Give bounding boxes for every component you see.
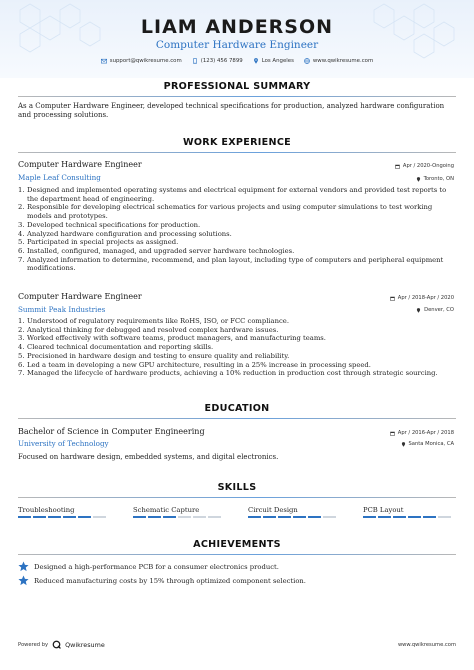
skill-level-segment — [293, 516, 306, 518]
skill-level-segment — [278, 516, 291, 518]
job-title: Computer Hardware Engineer — [18, 292, 142, 301]
list-item: 4. Analyzed hardware configuration and processing solutions. — [18, 229, 232, 238]
skill-item — [363, 506, 454, 518]
contact-phone[interactable] — [192, 58, 243, 64]
list-item: 7. Managed the lifecycle of hardware products, achieving a 10% reduction in production cost through strategic sourcing. — [18, 369, 438, 378]
job-location-text: Toronto, ON — [423, 176, 454, 182]
list-item: 2. Analytical thinking for debugged and resolved complex hardware issues. — [18, 325, 279, 334]
skill-level-segment — [208, 516, 221, 518]
skills-heading: SKILLS — [217, 482, 257, 493]
list-item: 7. Analyzed information to determine, recommend, and plan layout, including type of computers and peripheral equipment modifications. — [18, 255, 444, 273]
job-dates-text: Apr / 2018-Apr / 2020 — [397, 295, 454, 301]
list-item: 5. Participated in special projects as assigned. — [18, 238, 179, 247]
footer-website[interactable]: www.qwikresume.com — [397, 642, 456, 648]
contact-bar — [0, 58, 474, 64]
list-item: 3. Worked effectively with software teams, product managers, and manufacturing teams. — [18, 334, 326, 343]
job-location — [416, 176, 454, 182]
skill-item — [18, 506, 109, 518]
education-divider — [18, 418, 456, 419]
education-location — [401, 441, 455, 447]
star-badge-icon — [18, 561, 29, 572]
calendar-icon — [395, 164, 400, 169]
skill-level-segment — [48, 516, 61, 518]
skill-level-segment — [263, 516, 276, 518]
contact-website[interactable] — [304, 58, 373, 64]
skill-label: Circuit Design — [248, 506, 298, 514]
list-item: 6. Installed, configured, managed, and upgraded server hardware technologies. — [18, 246, 295, 255]
skill-level-segment — [33, 516, 46, 518]
job-title: Computer Hardware Engineer — [18, 160, 142, 169]
map-pin-icon — [416, 308, 421, 313]
skill-level-bar — [363, 516, 454, 518]
job-location — [416, 307, 454, 313]
map-pin-icon — [401, 442, 406, 447]
candidate-role: Computer Hardware Engineer — [155, 39, 319, 51]
education-dates-text: Apr / 2016-Apr / 2018 — [397, 430, 454, 436]
skill-level-segment — [178, 516, 191, 518]
skill-label: Schematic Capture — [133, 506, 200, 514]
map-pin-icon — [253, 58, 259, 64]
job-dates-text: Apr / 2020-Ongoing — [402, 163, 454, 169]
globe-icon — [304, 58, 310, 64]
achievement-text: Designed a high-performance PCB for a consumer electronics product. — [34, 562, 279, 571]
powered-by-text: Powered by — [18, 641, 49, 648]
skill-level-segment — [78, 516, 91, 518]
skill-level-segment — [308, 516, 321, 518]
skill-level-segment — [93, 516, 106, 518]
skill-level-segment — [133, 516, 146, 518]
job-dates — [395, 163, 454, 169]
achievement-item — [18, 561, 279, 572]
star-badge-icon — [18, 575, 29, 586]
skill-level-segment — [248, 516, 261, 518]
job-bullets — [18, 317, 452, 378]
qwikresume-logo-icon — [52, 640, 61, 649]
skills-list — [18, 506, 456, 518]
phone-icon — [192, 58, 198, 64]
contact-email[interactable] — [101, 58, 182, 64]
map-pin-icon — [416, 177, 421, 182]
summary-heading: PROFESSIONAL SUMMARY — [163, 81, 311, 92]
job-dates — [390, 295, 454, 301]
skill-item — [248, 506, 339, 518]
contact-location — [253, 58, 294, 64]
calendar-icon — [390, 296, 395, 301]
skill-level-segment — [193, 516, 206, 518]
skill-level-segment — [363, 516, 376, 518]
skill-level-segment — [323, 516, 336, 518]
calendar-icon — [390, 431, 395, 436]
achievements-divider — [18, 554, 456, 555]
list-item: 2. Responsible for developing electrical schematics for various projects and using computer simulations to test working models and prototypes. — [18, 203, 433, 221]
location-text: Los Angeles — [261, 58, 294, 64]
skill-label: PCB Layout — [363, 506, 404, 514]
education-location-text: Santa Monica, CA — [408, 441, 454, 447]
experience-heading: WORK EXPERIENCE — [182, 137, 292, 148]
email-text: support@qwikresume.com — [109, 58, 182, 64]
skill-level-segment — [438, 516, 451, 518]
skill-level-segment — [63, 516, 76, 518]
achievements-heading: ACHIEVEMENTS — [193, 539, 281, 550]
footer-branding — [18, 640, 105, 649]
skill-level-bar — [18, 516, 109, 518]
brand-name[interactable]: Qwikresume — [65, 640, 105, 649]
list-item: 4. Cleared technical documentation and reporting skills. — [18, 343, 214, 352]
list-item: 1. Understood of regulatory requirements like RoHS, ISO, or FCC compliance. — [18, 317, 289, 325]
job-bullets — [18, 186, 452, 273]
job-location-text: Denver, CO — [424, 307, 454, 313]
job-company: Summit Peak Industries — [18, 305, 106, 314]
job-company: Maple Leaf Consulting — [18, 173, 101, 182]
phone-text: (123) 456 7899 — [200, 58, 243, 64]
skill-level-bar — [133, 516, 224, 518]
list-item: 3. Developed technical specifications for production. — [18, 220, 201, 229]
list-item: 5. Precisioned in hardware design and testing to ensure quality and reliability. — [18, 351, 290, 360]
skill-level-segment — [378, 516, 391, 518]
envelope-icon — [101, 58, 107, 64]
degree-title: Bachelor of Science in Computer Engineering — [18, 427, 205, 436]
skill-label: Troubleshooting — [18, 506, 75, 514]
skill-level-segment — [408, 516, 421, 518]
education-text: Focused on hardware design, embedded systems, and digital electronics. — [18, 453, 279, 461]
skills-divider — [18, 497, 456, 498]
skill-level-segment — [18, 516, 31, 518]
summary-divider — [18, 96, 456, 97]
education-dates — [390, 430, 454, 436]
skill-level-segment — [393, 516, 406, 518]
skill-level-segment — [148, 516, 161, 518]
school-name: University of Technology — [18, 439, 109, 448]
list-item: 6. Led a team in developing a new GPU architecture, resulting in a 25% increase in processing speed. — [18, 360, 371, 369]
skill-level-segment — [163, 516, 176, 518]
summary-text: As a Computer Hardware Engineer, developed technical specifications for production, analyzed hardware configuration and processing solutions. — [18, 102, 445, 120]
candidate-name: LIAM ANDERSON — [140, 16, 334, 38]
education-heading: EDUCATION — [204, 403, 270, 414]
achievement-item — [18, 575, 306, 586]
list-item: 1. Designed and implemented operating systems and electrical equipment for external vendors and provided test reports to the department head of engineering. — [18, 186, 447, 203]
website-text: www.qwikresume.com — [312, 58, 374, 64]
experience-divider — [18, 152, 456, 153]
skill-level-bar — [248, 516, 339, 518]
skill-level-segment — [423, 516, 436, 518]
skill-item — [133, 506, 224, 518]
achievement-text: Reduced manufacturing costs by 15% through optimized component selection. — [34, 576, 306, 585]
